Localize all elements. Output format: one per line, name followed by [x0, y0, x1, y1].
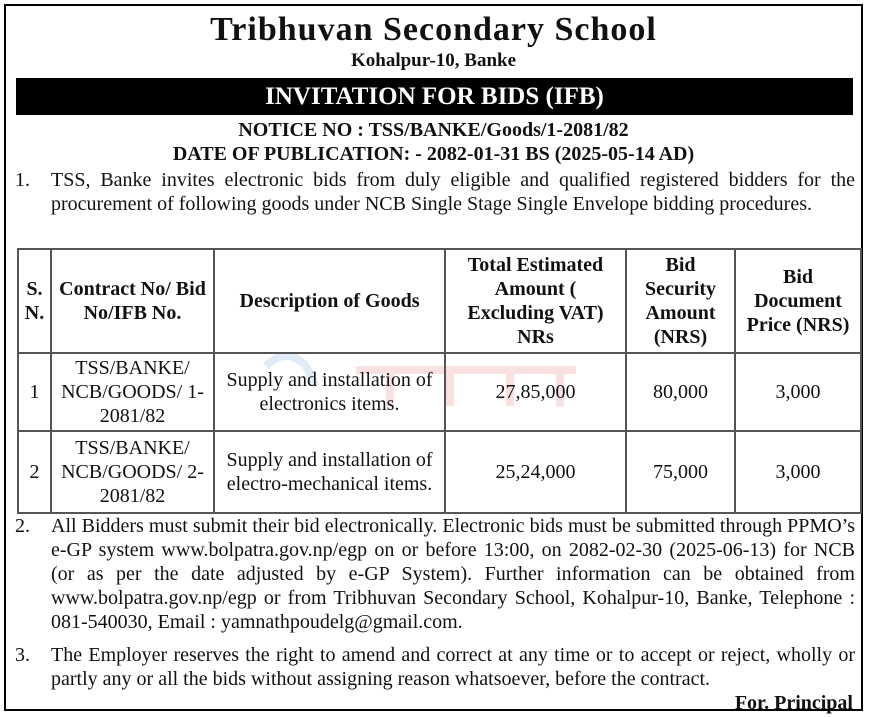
header-contract-no: Contract No/ Bid No/IFB No.	[51, 249, 214, 353]
paragraph-number: 2.	[15, 515, 30, 537]
paragraph-1	[15, 168, 855, 216]
paragraph-text: All Bidders must submit their bid electronically. Electronic bids must be submitted through PPMO’s e-GP system www.bolpatra.gov.np/egp on or before 13:00, on 2082-02-30 (2025-06-13) for NCB (or as per the date adjusted by e-GP System). Further information can be obtained from www.bolpatra.gov.np/egp or from Tribhuvan Secondary School, Kohalpur-10, Banke, Telephone : 081-540030, Email : yamnathpoudelg@gmail.com.	[51, 515, 855, 633]
cell-estimated-amount: 27,85,000	[445, 353, 626, 431]
table-row	[18, 353, 861, 431]
header-document-price: Bid Document Price (NRS)	[735, 249, 861, 353]
paragraph-text: TSS, Banke invites electronic bids from duly eligible and qualified registered bidders for the procurement of following goods under NCB Single Stage Single Envelope bidding procedures.	[51, 169, 855, 215]
school-address: Kohalpur-10, Banke	[350, 50, 517, 71]
paragraph-2	[15, 514, 855, 634]
paragraph-number: 1.	[15, 169, 30, 191]
school-name: Tribhuvan Secondary School	[210, 11, 657, 48]
cell-bid-security: 80,000	[626, 353, 735, 431]
cell-description: Supply and installation of electronics items.	[214, 353, 445, 431]
table-row	[18, 431, 861, 513]
paragraph-number: 3.	[15, 644, 30, 666]
signature: For. Principal	[734, 692, 853, 714]
header-estimated-amount: Total Estimated Amount ( Excluding VAT) NRs	[445, 249, 626, 353]
cell-sn: 1	[18, 353, 51, 431]
cell-document-price: 3,000	[735, 431, 861, 513]
header-bid-security: Bid Security Amount (NRS)	[626, 249, 735, 353]
cell-sn: 2	[18, 431, 51, 513]
paragraph-text: The Employer reserves the right to amend and correct at any time or to accept or reject, wholly or partly any or all the bids without assigning reason whatsoever, before the contract.	[51, 644, 855, 690]
header-sn: S. N.	[18, 249, 51, 353]
cell-contract-no: TSS/BANKE/ NCB/GOODS/ 2-2081/82	[51, 431, 214, 513]
ifb-banner: INVITATION FOR BIDS (IFB)	[16, 78, 853, 115]
cell-document-price: 3,000	[735, 353, 861, 431]
notice-frame	[4, 4, 863, 714]
notice-number: NOTICE NO : TSS/BANKE/Goods/1-2081/82	[238, 119, 629, 141]
cell-contract-no: TSS/BANKE/ NCB/GOODS/ 1-2081/82	[51, 353, 214, 431]
table-header-row	[18, 249, 861, 353]
bids-table	[17, 248, 862, 514]
cell-bid-security: 75,000	[626, 431, 735, 513]
header-description: Description of Goods	[214, 249, 445, 353]
paragraph-3	[15, 643, 855, 691]
cell-estimated-amount: 25,24,000	[445, 431, 626, 513]
publication-date: DATE OF PUBLICATION: - 2082-01-31 BS (2025-05-14 AD)	[172, 143, 695, 165]
cell-description: Supply and installation of electro-mechanical items.	[214, 431, 445, 513]
